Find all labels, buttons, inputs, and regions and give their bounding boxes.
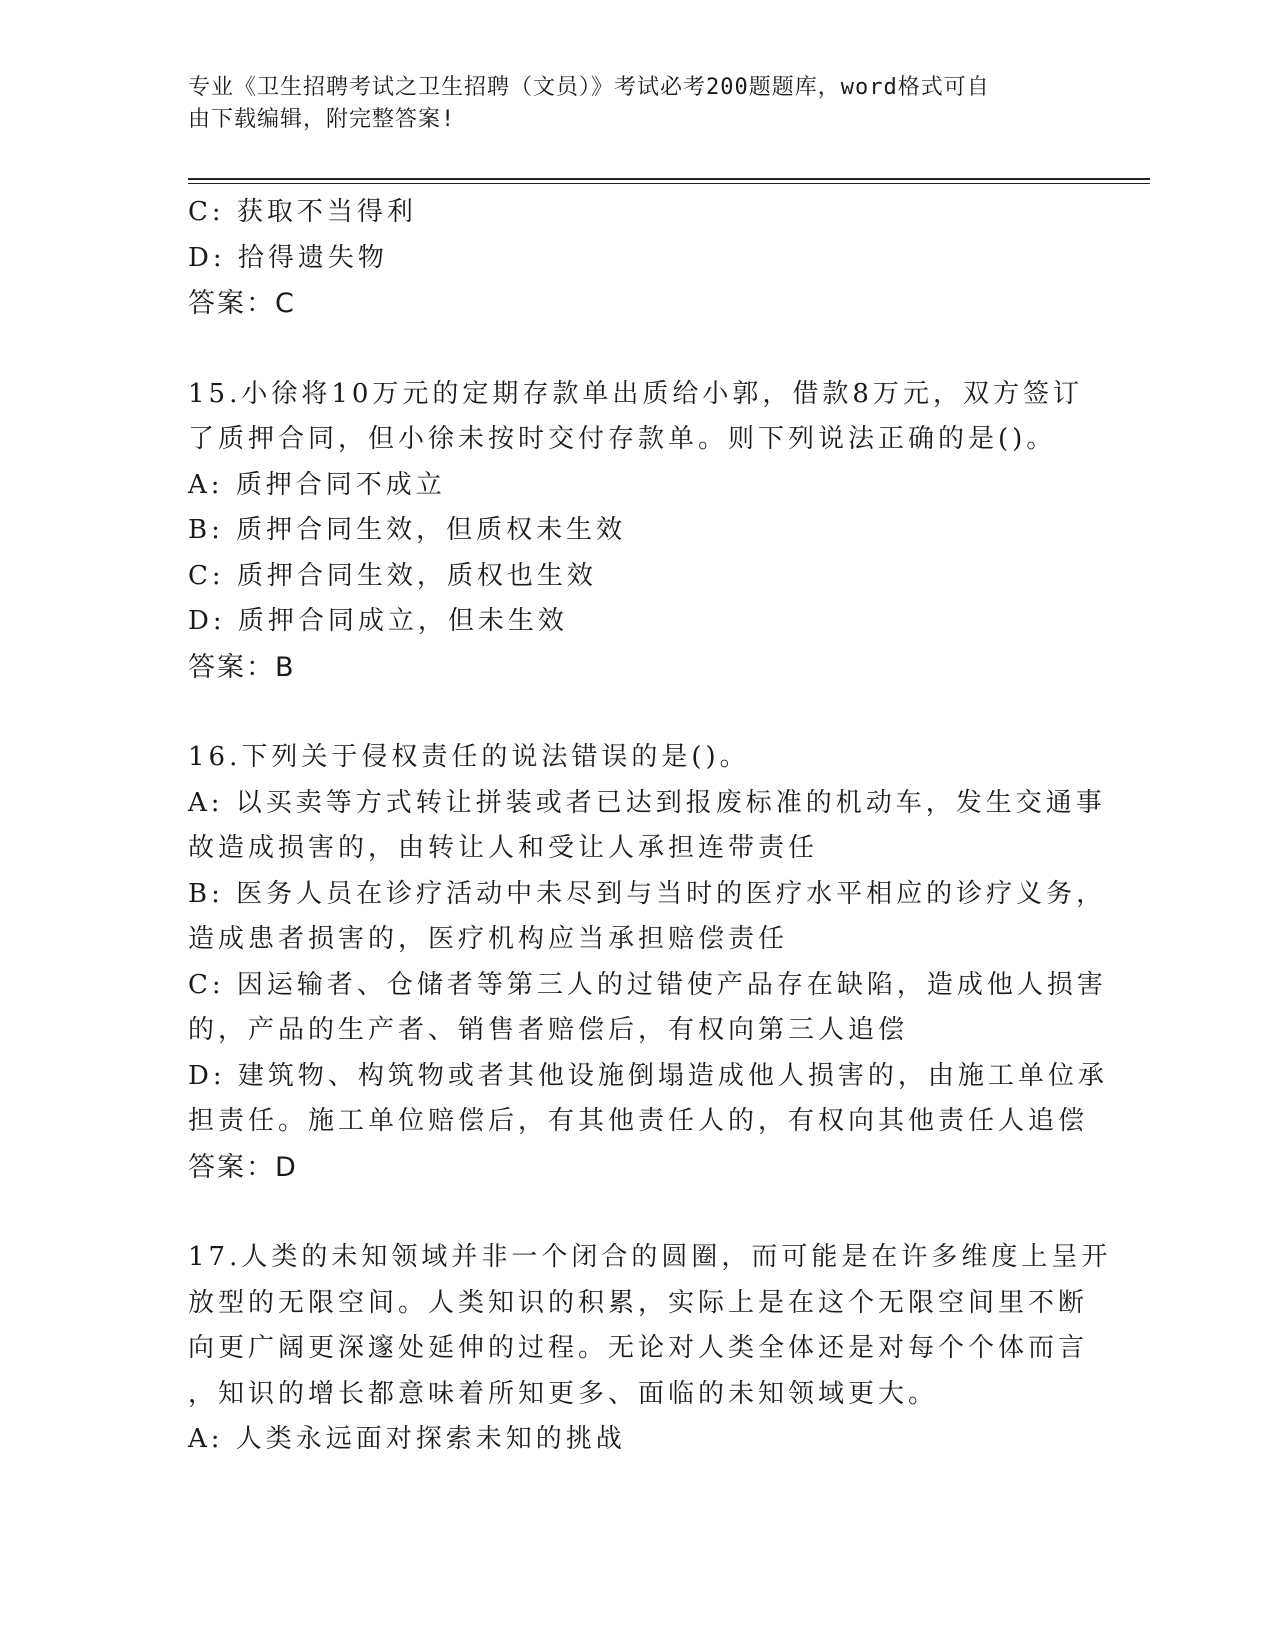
document-header — [188, 72, 1068, 136]
q15-stem-line-2: 了质押合同，但小徐未按时交付存款单。则下列说法正确的是()。 — [188, 424, 1057, 454]
q15-option-b: B: 质押合同生效，但质权未生效 — [188, 515, 627, 545]
q15-option-d: D: 质押合同成立，但未生效 — [188, 606, 568, 636]
header-divider-thick — [188, 178, 1150, 180]
q16-answer: 答案：D — [188, 1151, 298, 1183]
q15-answer: 答案：B — [188, 651, 296, 683]
header-line-2: 由下载编辑，附完整答案! — [188, 107, 456, 132]
q16-option-b-line-1: B: 医务人员在诊疗活动中未尽到与当时的医疗水平相应的诊疗义务， — [188, 878, 1107, 909]
q15-stem-line-1: 15.小徐将10万元的定期存款单出质给小郭，借款8万元，双方签订 — [188, 378, 1083, 409]
spacer — [188, 690, 1088, 735]
q16-option-a-line-2: 故造成损害的，由转让人和受让人承担连带责任 — [188, 833, 819, 863]
q14-option-c: C: 获取不当得利 — [188, 197, 417, 227]
q16-option-d-line-1: D: 建筑物、构筑物或者其他设施倒塌造成他人损害的，由施工单位承 — [188, 1060, 1108, 1091]
q15-option-c: C: 质押合同生效，质权也生效 — [188, 560, 597, 591]
question-16 — [188, 735, 1108, 1190]
q14-fragment — [188, 190, 1088, 327]
q17-option-a: A: 人类永远面对探索未知的挑战 — [188, 1424, 626, 1454]
q17-stem-line-2: 放型的无限空间。人类知识的积累，实际上是在这个无限空间里不断 — [188, 1287, 1089, 1318]
header-divider-thin — [188, 183, 1150, 184]
q17-stem-line-4: ，知识的增长都意味着所知更多、面临的未知领域更大。 — [188, 1378, 939, 1409]
q16-option-a-line-1: A: 以买卖等方式转让拼装或者已达到报废标准的机动车，发生交通事 — [188, 787, 1106, 818]
q16-option-c-line-1: C: 因运输者、仓储者等第三人的过错使产品存在缺陷，造成他人损害 — [188, 969, 1107, 1000]
question-content — [188, 190, 1112, 1463]
q16-option-b-line-2: 造成患者损害的，医疗机构应当承担赔偿责任 — [188, 924, 789, 954]
spacer — [188, 1190, 1088, 1235]
q17-stem-line-3: 向更广阔更深邃处延伸的过程。无论对人类全体还是对每个个体而言 — [188, 1333, 1089, 1363]
q16-option-d-line-2: 担责任。施工单位赔偿后，有其他责任人的，有权向其他责任人追偿 — [188, 1106, 1089, 1136]
spacer — [188, 327, 1088, 372]
question-17 — [188, 1235, 1112, 1463]
q17-stem-line-1: 17.人类的未知领域并非一个闭合的圆圈，而可能是在许多维度上呈开 — [188, 1242, 1112, 1272]
q16-stem: 16.下列关于侵权责任的说法错误的是()。 — [188, 742, 750, 772]
q14-answer: 答案：C — [188, 288, 296, 319]
q15-option-a: A: 质押合同不成立 — [188, 469, 446, 500]
q16-option-c-line-2: 的，产品的生产者、销售者赔偿后，有权向第三人追偿 — [188, 1015, 909, 1045]
q14-option-d: D: 拾得遗失物 — [188, 242, 388, 273]
header-line-1: 专业《卫生招聘考试之卫生招聘（文员）》考试必考200题题库，word格式可自 — [188, 75, 990, 100]
question-15 — [188, 372, 1088, 691]
